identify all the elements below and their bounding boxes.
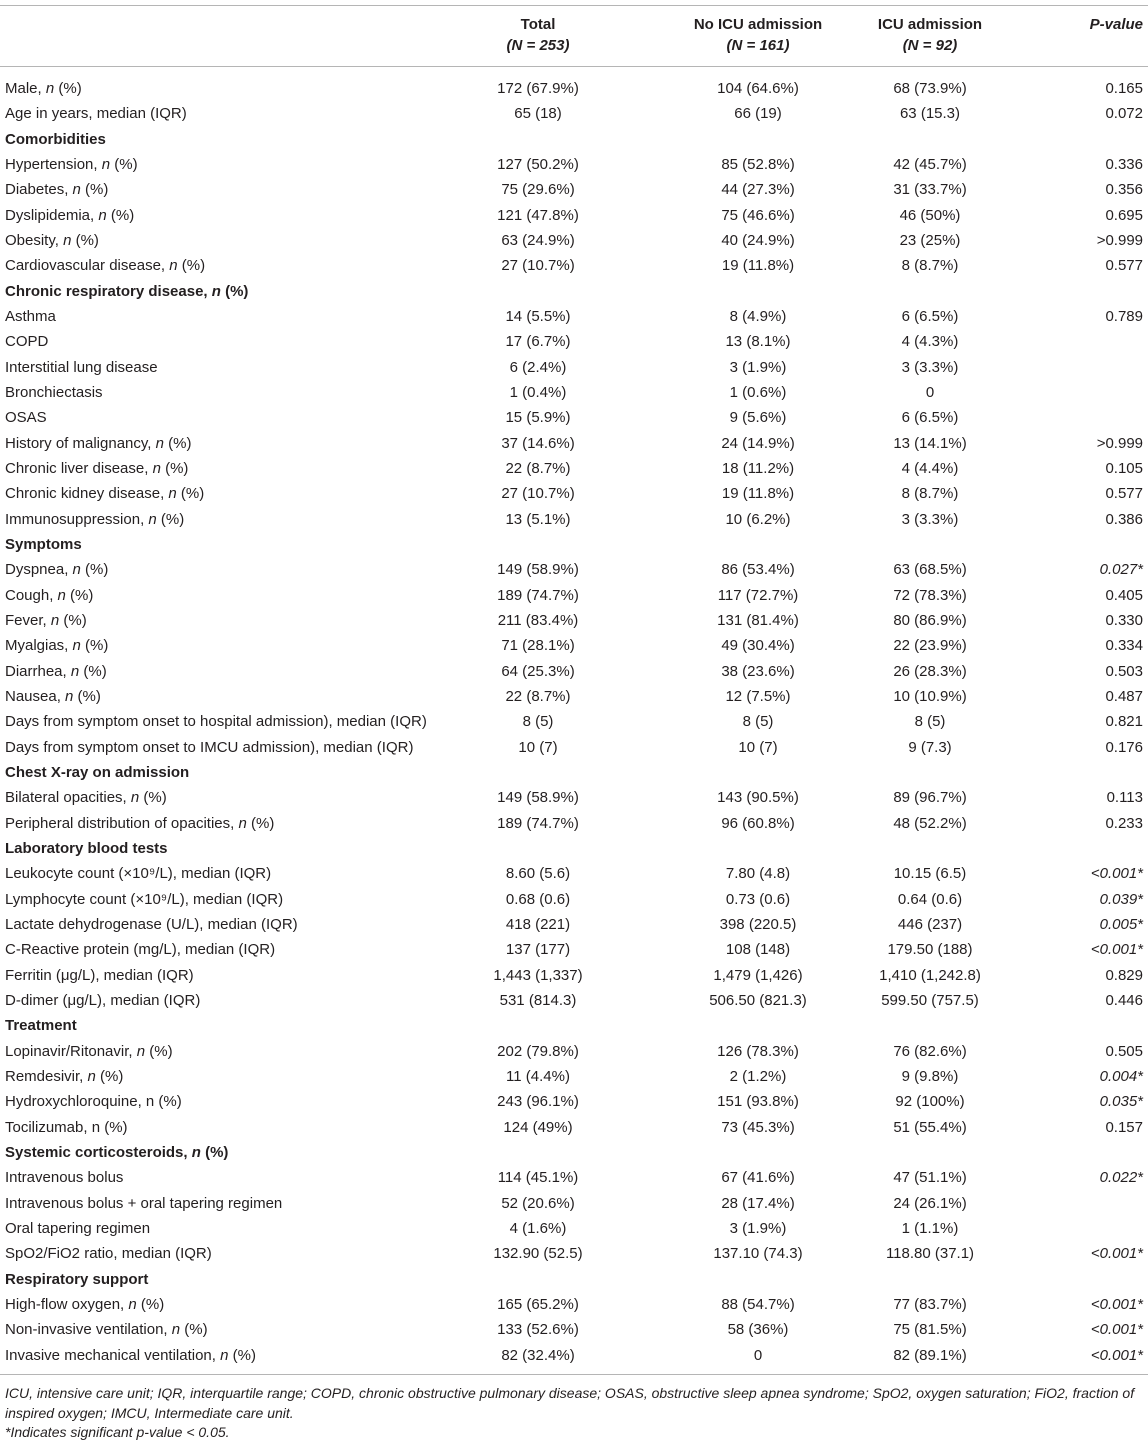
- row-label: C-Reactive protein (mg/L), median (IQR): [5, 941, 276, 959]
- cell-icu: 42 (45.7%): [893, 156, 967, 173]
- cell-icu: 10.15 (6.5): [893, 865, 967, 883]
- cell-icu: 72 (78.3%): [893, 586, 967, 604]
- footnote-significance: *Indicates significant p-value < 0.05.: [5, 1424, 230, 1440]
- row-label: Peripheral distribution of opacities, n (%): [5, 814, 275, 832]
- cell-total: 189 (74.7%): [497, 586, 579, 604]
- row-label: Tocilizumab, n (%): [5, 1118, 128, 1136]
- table-row: [0, 937, 1148, 962]
- section-label: Symptoms: [5, 535, 82, 553]
- section-header-row: [0, 279, 1148, 304]
- section-label: Chest X-ray on admission: [5, 763, 190, 781]
- row-label: Asthma: [5, 308, 56, 325]
- cell-icu: 63 (68.5%): [893, 561, 967, 579]
- cell-pvalue: 0.487: [1105, 687, 1143, 705]
- cell-pvalue: 0.405: [1105, 586, 1143, 604]
- cell-pvalue: 0.336: [1105, 156, 1143, 173]
- cell-total: 137 (177): [505, 941, 571, 959]
- header-no-icu-label: No ICU admission: [693, 16, 823, 33]
- cell-icu: 3 (3.3%): [901, 510, 959, 528]
- footnote-abbreviations: [5, 1383, 1145, 1423]
- cell-no-icu: 19 (11.8%): [721, 485, 795, 503]
- cell-total: 0.68 (0.6): [505, 890, 571, 908]
- cell-pvalue: <0.001*: [1090, 865, 1143, 883]
- table-row: [0, 633, 1148, 658]
- cell-icu: 3 (3.3%): [901, 358, 959, 376]
- table-row: [0, 1039, 1148, 1064]
- cell-pvalue: <0.001*: [1090, 1346, 1143, 1364]
- cell-total: 211 (83.4%): [497, 611, 579, 629]
- cell-total: 82 (32.4%): [501, 1346, 575, 1364]
- row-label: Leukocyte count (×10⁹/L), median (IQR): [5, 865, 272, 883]
- cell-icu: 51 (55.4%): [893, 1118, 967, 1136]
- row-label: Chronic kidney disease, n (%): [5, 485, 205, 503]
- cell-total: 189 (74.7%): [497, 814, 579, 832]
- cell-total: 37 (14.6%): [501, 434, 575, 452]
- cell-no-icu: 38 (23.6%): [721, 662, 795, 680]
- cell-no-icu: 86 (53.4%): [721, 561, 795, 579]
- table-row: [0, 355, 1148, 380]
- section-label: Treatment: [5, 1017, 77, 1035]
- cell-icu: 77 (83.7%): [893, 1295, 967, 1313]
- cell-total: 149 (58.9%): [497, 789, 579, 807]
- cell-total: 6 (2.4%): [509, 358, 567, 376]
- cell-icu: 89 (96.7%): [893, 789, 967, 807]
- cell-pvalue: 0.503: [1105, 662, 1143, 680]
- row-label: Obesity, n (%): [5, 232, 99, 249]
- row-label: Interstitial lung disease: [5, 358, 158, 376]
- header-icu: [870, 14, 990, 56]
- cell-pvalue: >0.999: [1096, 434, 1143, 452]
- row-label: Nausea, n (%): [5, 687, 101, 705]
- section-header-row: [0, 532, 1148, 557]
- table-row: [0, 887, 1148, 912]
- table-row: [0, 101, 1148, 126]
- cell-total: 531 (814.3): [499, 991, 577, 1009]
- table-row: [0, 785, 1148, 810]
- cell-icu: 80 (86.9%): [893, 611, 967, 629]
- table-bottom-rule: [0, 1374, 1148, 1375]
- cell-pvalue: 0.072: [1105, 105, 1143, 123]
- cell-icu: 68 (73.9%): [893, 80, 967, 97]
- cell-total: 149 (58.9%): [497, 561, 579, 579]
- cell-pvalue: 0.577: [1105, 257, 1143, 275]
- cell-no-icu: 0.73 (0.6): [725, 890, 791, 908]
- row-label: COPD: [5, 333, 49, 351]
- cell-pvalue: 0.386: [1105, 510, 1143, 528]
- cell-no-icu: 10 (7): [738, 738, 778, 756]
- cell-total: 14 (5.5%): [505, 308, 571, 325]
- table-row: [0, 405, 1148, 430]
- cell-icu: 6 (6.5%): [901, 308, 959, 325]
- table-row: [0, 329, 1148, 354]
- header-icu-n: (N = 92): [902, 37, 958, 54]
- cell-total: 133 (52.6%): [497, 1321, 579, 1339]
- table-row: [0, 203, 1148, 228]
- row-label: Oral tapering regimen: [5, 1219, 151, 1237]
- cell-total: 75 (29.6%): [501, 181, 575, 199]
- cell-no-icu: 85 (52.8%): [721, 156, 795, 173]
- cell-icu: 8 (5): [914, 713, 946, 731]
- cell-no-icu: 104 (64.6%): [717, 80, 799, 97]
- cell-no-icu: 75 (46.6%): [721, 206, 795, 224]
- cell-icu: 13 (14.1%): [893, 434, 967, 452]
- table-row: [0, 988, 1148, 1013]
- header-total-n: (N = 253): [506, 37, 570, 54]
- row-label: D-dimer (μg/L), median (IQR): [5, 991, 201, 1009]
- row-label: Immunosuppression, n (%): [5, 510, 185, 528]
- cell-total: 202 (79.8%): [497, 1042, 579, 1060]
- cell-pvalue: 0.334: [1105, 637, 1143, 655]
- cell-total: 172 (67.9%): [497, 80, 579, 97]
- cell-pvalue: <0.001*: [1090, 941, 1143, 959]
- cell-total: 65 (18): [514, 105, 562, 123]
- cell-icu: 599.50 (757.5): [881, 991, 979, 1009]
- cell-total: 243 (96.1%): [497, 1093, 579, 1111]
- cell-pvalue: 0.113: [1106, 789, 1143, 807]
- cell-no-icu: 7.80 (4.8): [725, 865, 791, 883]
- cell-total: 17 (6.7%): [505, 333, 571, 351]
- table-row: [0, 228, 1148, 253]
- cell-icu: 179.50 (188): [887, 941, 973, 959]
- cell-no-icu: 1,479 (1,426): [713, 966, 803, 984]
- row-label: Lactate dehydrogenase (U/L), median (IQR): [5, 915, 298, 933]
- cell-icu: 82 (89.1%): [893, 1346, 967, 1364]
- cell-icu: 1 (1.1%): [901, 1219, 959, 1237]
- cell-pvalue: 0.789: [1105, 308, 1143, 325]
- table-top-rule: [0, 5, 1148, 6]
- row-label: Remdesivir, n (%): [5, 1067, 124, 1085]
- cell-pvalue: 0.165: [1105, 80, 1143, 97]
- cell-total: 10 (7): [518, 738, 558, 756]
- cell-icu: 446 (237): [897, 915, 963, 933]
- cell-no-icu: 24 (14.9%): [721, 434, 795, 452]
- table-row: [0, 76, 1148, 101]
- table-row: [0, 659, 1148, 684]
- cell-total: 27 (10.7%): [501, 257, 575, 275]
- cell-no-icu: 66 (19): [734, 105, 782, 123]
- cell-total: 64 (25.3%): [501, 662, 575, 680]
- row-label: Male, n (%): [5, 80, 82, 97]
- table-row: [0, 557, 1148, 582]
- row-label: High-flow oxygen, n (%): [5, 1295, 165, 1313]
- table-row: [0, 1089, 1148, 1114]
- cell-icu: 76 (82.6%): [893, 1042, 967, 1060]
- table-row: [0, 380, 1148, 405]
- header-no-icu-n: (N = 161): [726, 37, 790, 54]
- cell-no-icu: 9 (5.6%): [729, 409, 787, 427]
- cell-total: 165 (65.2%): [497, 1295, 579, 1313]
- row-label: Intravenous bolus: [5, 1169, 124, 1187]
- cell-pvalue: 0.157: [1105, 1118, 1143, 1136]
- section-label: Respiratory support: [5, 1270, 149, 1288]
- cell-total: 52 (20.6%): [501, 1194, 575, 1212]
- table-row: [0, 684, 1148, 709]
- cell-total: 8.60 (5.6): [505, 865, 571, 883]
- cell-pvalue: 0.004*: [1099, 1067, 1143, 1085]
- row-label: Diarrhea, n (%): [5, 662, 107, 680]
- cell-pvalue: 0.695: [1105, 206, 1143, 224]
- table-row: [0, 481, 1148, 506]
- section-label: Systemic corticosteroids, n (%): [5, 1143, 229, 1161]
- table-row: [0, 709, 1148, 734]
- row-label: Invasive mechanical ventilation, n (%): [5, 1346, 256, 1364]
- cell-no-icu: 40 (24.9%): [721, 232, 795, 249]
- cell-pvalue: 0.505: [1105, 1042, 1143, 1060]
- row-label: SpO2/FiO2 ratio, median (IQR): [5, 1245, 212, 1263]
- cell-no-icu: 137.10 (74.3): [713, 1245, 803, 1263]
- table-row: [0, 1317, 1148, 1342]
- cell-icu: 24 (26.1%): [893, 1194, 967, 1212]
- cell-icu: 63 (15.3): [899, 105, 961, 123]
- footnote-line-2: inspired oxygen; IMCU, Intermediate care unit.: [5, 1405, 294, 1421]
- header-icu-label: ICU admission: [877, 16, 983, 33]
- cell-no-icu: 49 (30.4%): [721, 637, 795, 655]
- header-pvalue: P-value: [1089, 16, 1143, 33]
- cell-icu: 8 (8.7%): [901, 257, 959, 275]
- table-row: [0, 177, 1148, 202]
- header-no-icu: [678, 14, 838, 56]
- cell-no-icu: 1 (0.6%): [729, 384, 787, 401]
- cell-icu: 23 (25%): [899, 232, 961, 249]
- cell-icu: 8 (8.7%): [901, 485, 959, 503]
- cell-no-icu: 126 (78.3%): [717, 1042, 799, 1060]
- table-row: [0, 963, 1148, 988]
- table-row: [0, 861, 1148, 886]
- row-label: Dyslipidemia, n (%): [5, 206, 135, 224]
- row-label: Fever, n (%): [5, 611, 87, 629]
- cell-total: 121 (47.8%): [497, 206, 579, 224]
- row-label: Dyspnea, n (%): [5, 561, 109, 579]
- header-total-label: Total: [520, 16, 556, 33]
- table-row: [0, 1292, 1148, 1317]
- row-label: Hypertension, n (%): [5, 156, 138, 173]
- table-row: [0, 1343, 1148, 1368]
- cell-no-icu: 3 (1.9%): [729, 1219, 787, 1237]
- cell-pvalue: 0.039*: [1099, 890, 1143, 908]
- section-header-row: [0, 1013, 1148, 1038]
- cell-no-icu: 506.50 (821.3): [709, 991, 807, 1009]
- row-label: Lopinavir/Ritonavir, n (%): [5, 1042, 173, 1060]
- cell-icu: 6 (6.5%): [901, 409, 959, 427]
- cell-no-icu: 8 (5): [742, 713, 774, 731]
- section-header-row: [0, 127, 1148, 152]
- row-label: Bronchiectasis: [5, 384, 103, 401]
- section-header-row: [0, 1140, 1148, 1165]
- cell-pvalue: 0.330: [1105, 611, 1143, 629]
- cell-icu: 22 (23.9%): [893, 637, 967, 655]
- cell-icu: 92 (100%): [895, 1093, 965, 1111]
- cell-no-icu: 13 (8.1%): [725, 333, 791, 351]
- header-total: [478, 14, 598, 56]
- table-row: [0, 304, 1148, 329]
- cell-no-icu: 73 (45.3%): [721, 1118, 795, 1136]
- cell-icu: 0.64 (0.6): [897, 890, 963, 908]
- row-label: Myalgias, n (%): [5, 637, 109, 655]
- row-label: Lymphocyte count (×10⁹/L), median (IQR): [5, 890, 284, 908]
- cell-no-icu: 18 (11.2%): [721, 459, 795, 477]
- cell-pvalue: 0.829: [1105, 966, 1143, 984]
- cell-icu: 10 (10.9%): [893, 687, 967, 705]
- cell-no-icu: 58 (36%): [727, 1321, 789, 1339]
- row-label: Bilateral opacities, n (%): [5, 789, 167, 807]
- row-label: History of malignancy, n (%): [5, 434, 192, 452]
- section-header-row: [0, 836, 1148, 861]
- cell-pvalue: >0.999: [1096, 232, 1143, 249]
- row-label: Ferritin (μg/L), median (IQR): [5, 966, 194, 984]
- table-row: [0, 1191, 1148, 1216]
- section-label: Comorbidities: [5, 130, 106, 148]
- cell-total: 11 (4.4%): [506, 1067, 570, 1085]
- cell-total: 124 (49%): [503, 1118, 573, 1136]
- cell-no-icu: 8 (4.9%): [729, 308, 787, 325]
- cell-no-icu: 67 (41.6%): [721, 1169, 795, 1187]
- cell-no-icu: 108 (148): [725, 941, 791, 959]
- cell-icu: 31 (33.7%): [893, 181, 967, 199]
- cell-no-icu: 0: [753, 1346, 763, 1364]
- table-row: [0, 1165, 1148, 1190]
- footnote-line-1: ICU, intensive care unit; IQR, interquartile range; COPD, chronic obstructive pulmonary disease; OSAS, obstructive sleep apnea syndrome; SpO2, oxygen saturation; FiO2, fraction of: [5, 1385, 1135, 1401]
- table-row: [0, 735, 1148, 760]
- table-row: [0, 608, 1148, 633]
- table-row: [0, 507, 1148, 532]
- cell-pvalue: 0.035*: [1099, 1093, 1143, 1111]
- cell-no-icu: 131 (81.4%): [717, 611, 799, 629]
- cell-pvalue: 0.005*: [1099, 915, 1143, 933]
- cell-total: 22 (8.7%): [505, 687, 571, 705]
- table-row: [0, 1216, 1148, 1241]
- cell-no-icu: 28 (17.4%): [721, 1194, 795, 1212]
- table-row: [0, 811, 1148, 836]
- cell-total: 132.90 (52.5): [493, 1245, 583, 1263]
- row-label: Non-invasive ventilation, n (%): [5, 1321, 208, 1339]
- cell-pvalue: 0.233: [1105, 814, 1143, 832]
- cell-pvalue: 0.577: [1105, 485, 1143, 503]
- cell-pvalue: <0.001*: [1090, 1295, 1143, 1313]
- table-row: [0, 253, 1148, 278]
- cell-icu: 9 (7.3): [908, 738, 952, 756]
- row-label: Intravenous bolus + oral tapering regimen: [5, 1194, 283, 1212]
- cell-total: 127 (50.2%): [497, 156, 579, 173]
- cell-icu: 48 (52.2%): [893, 814, 967, 832]
- cell-no-icu: 2 (1.2%): [729, 1067, 787, 1085]
- cell-no-icu: 151 (93.8%): [717, 1093, 799, 1111]
- row-label: Diabetes, n (%): [5, 181, 109, 199]
- cell-total: 418 (221): [505, 915, 571, 933]
- cell-no-icu: 19 (11.8%): [721, 257, 795, 275]
- table-row: [0, 912, 1148, 937]
- cell-total: 63 (24.9%): [501, 232, 575, 249]
- cell-icu: 9 (9.8%): [901, 1067, 959, 1085]
- cell-icu: 118.80 (37.1): [885, 1245, 975, 1263]
- cell-total: 4 (1.6%): [509, 1219, 567, 1237]
- cell-pvalue: <0.001*: [1090, 1245, 1143, 1263]
- cell-icu: 0: [925, 384, 935, 401]
- cell-icu: 46 (50%): [899, 206, 961, 224]
- cell-total: 22 (8.7%): [505, 459, 571, 477]
- cell-no-icu: 398 (220.5): [719, 915, 797, 933]
- table-row: [0, 456, 1148, 481]
- cell-total: 15 (5.9%): [505, 409, 571, 427]
- row-label: Cardiovascular disease, n (%): [5, 257, 206, 275]
- table-row: [0, 431, 1148, 456]
- cell-pvalue: 0.027*: [1099, 561, 1143, 579]
- cell-no-icu: 96 (60.8%): [721, 814, 795, 832]
- cell-icu: 4 (4.4%): [901, 459, 959, 477]
- cell-pvalue: 0.821: [1105, 713, 1143, 731]
- cell-no-icu: 88 (54.7%): [721, 1295, 795, 1313]
- section-header-row: [0, 760, 1148, 785]
- cell-no-icu: 12 (7.5%): [725, 687, 791, 705]
- section-label: Laboratory blood tests: [5, 839, 168, 857]
- table-row: [0, 152, 1148, 177]
- cell-pvalue: 0.356: [1105, 181, 1143, 199]
- cell-total: 13 (5.1%): [505, 510, 571, 528]
- cell-total: 114 (45.1%): [497, 1169, 579, 1187]
- section-label: Chronic respiratory disease, n (%): [5, 282, 249, 300]
- cell-pvalue: 0.446: [1105, 991, 1143, 1009]
- table-row: [0, 1064, 1148, 1089]
- cell-no-icu: 44 (27.3%): [721, 181, 795, 199]
- cell-total: 27 (10.7%): [501, 485, 575, 503]
- cell-icu: 26 (28.3%): [893, 662, 967, 680]
- row-label: Cough, n (%): [5, 586, 94, 604]
- cell-total: 1 (0.4%): [509, 384, 567, 401]
- cell-pvalue: <0.001*: [1090, 1321, 1143, 1339]
- cell-total: 71 (28.1%): [501, 637, 575, 655]
- cell-icu: 47 (51.1%): [893, 1169, 967, 1187]
- cell-icu: 1,410 (1,242.8): [879, 966, 981, 984]
- cell-no-icu: 10 (6.2%): [725, 510, 791, 528]
- row-label: Chronic liver disease, n (%): [5, 459, 189, 477]
- row-label: Days from symptom onset to IMCU admission), median (IQR): [5, 738, 414, 756]
- cell-total: 8 (5): [522, 713, 554, 731]
- cell-no-icu: 143 (90.5%): [717, 789, 799, 807]
- table-row: [0, 1115, 1148, 1140]
- cell-total: 1,443 (1,337): [493, 966, 583, 984]
- cell-pvalue: 0.022*: [1099, 1169, 1143, 1187]
- row-label: OSAS: [5, 409, 47, 427]
- cell-pvalue: 0.105: [1105, 459, 1143, 477]
- cell-icu: 75 (81.5%): [893, 1321, 967, 1339]
- cell-no-icu: 117 (72.7%): [717, 586, 799, 604]
- cell-no-icu: 3 (1.9%): [729, 358, 787, 376]
- cell-pvalue: 0.176: [1105, 738, 1143, 756]
- row-label: Hydroxychloroquine, n (%): [5, 1093, 182, 1111]
- table-row: [0, 1241, 1148, 1266]
- header-rule: [0, 66, 1148, 67]
- row-label: Days from symptom onset to hospital admission), median (IQR): [5, 713, 427, 731]
- section-header-row: [0, 1267, 1148, 1292]
- table-row: [0, 583, 1148, 608]
- row-label: Age in years, median (IQR): [5, 105, 187, 123]
- cell-icu: 4 (4.3%): [901, 333, 959, 351]
